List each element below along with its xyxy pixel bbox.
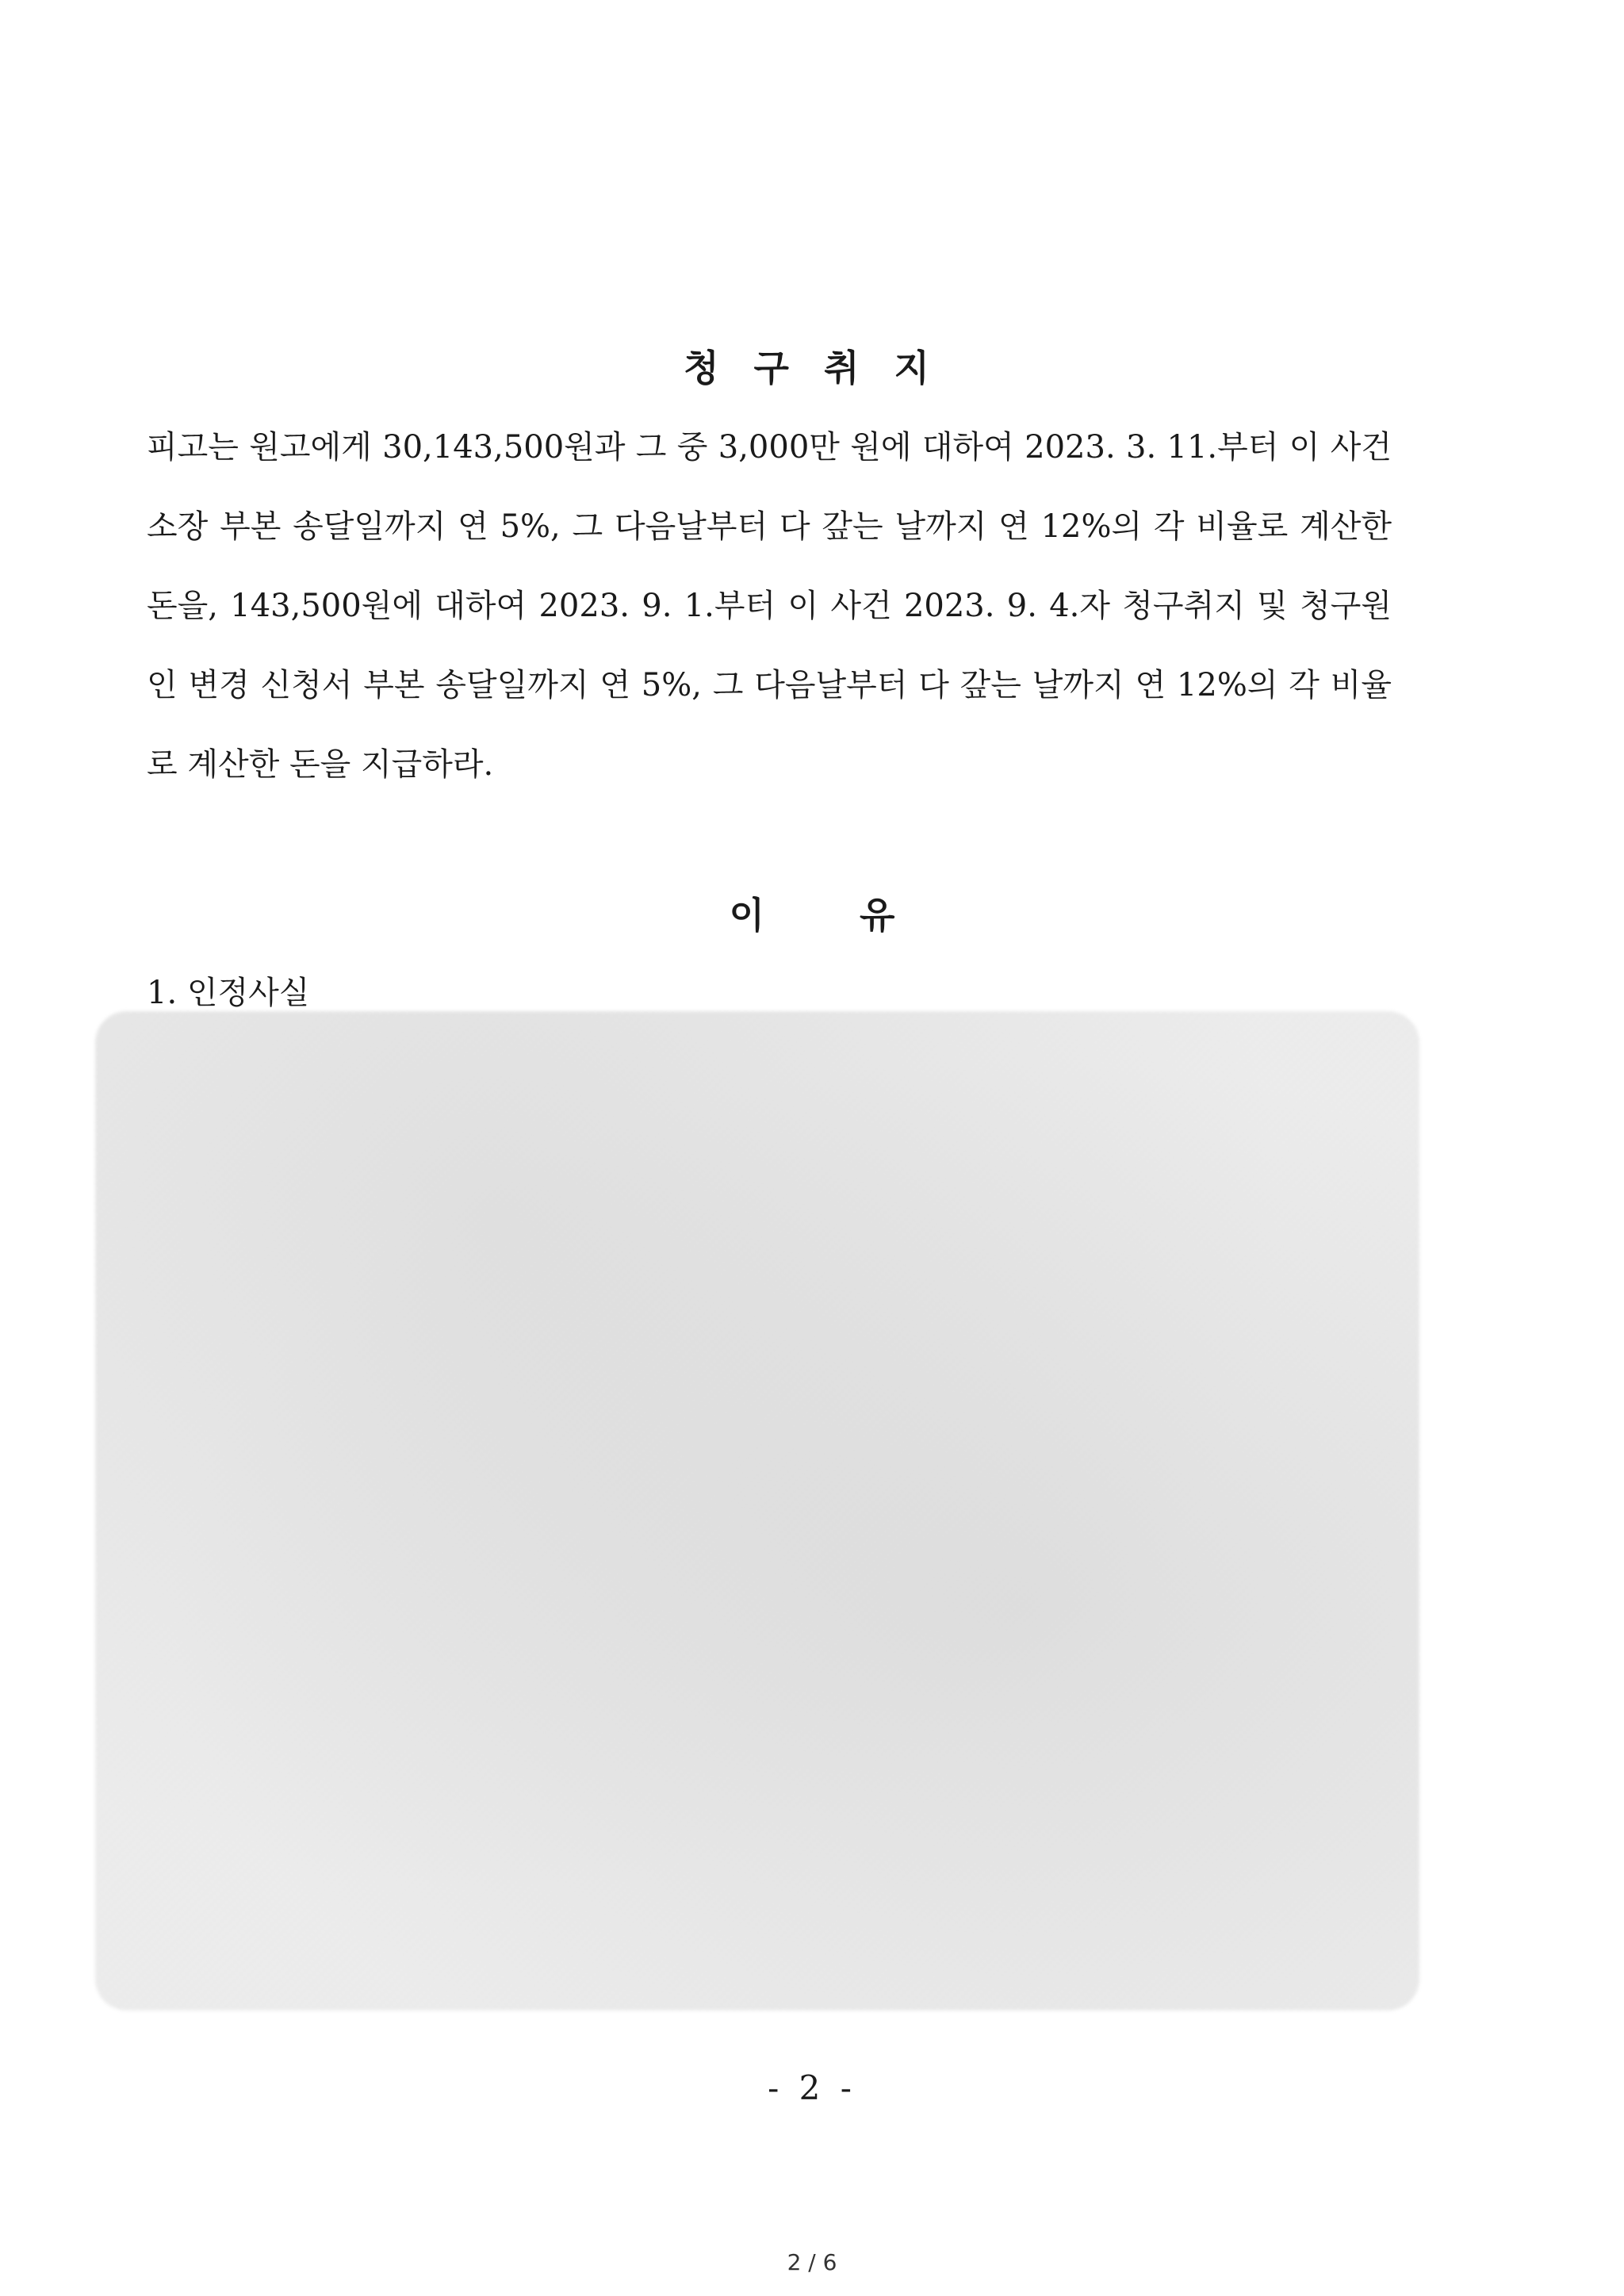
reason-title-left: 이 [729,894,764,937]
claim-body-paragraph: 피고는 원고에게 30,143,500원과 그 중 3,000만 원에 대하여 2023. 3. 11.부터 이 사건 소장 부본 송달일까지 연 5%, 그 다음날부터 다 갚는 날까지 연 12%의 각 비율로 계산한 돈을, 143,500원에 대하여 2023. 9. 1.부터 이 사건 2023. 9. 4.자 청구취지 및 청구원인 변경 신청서 부본 송달일까지 연 5%, 그 다음날부터 다 갚는 날까지 연 12%의 각 비율로 계산한 돈을 지급하라. [147,429,1392,783]
reason-title-right: 유 [860,894,895,937]
redacted-region [95,1011,1419,2010]
page-number: - 2 - [768,2068,856,2107]
claim-title: 청 구 취 지 [684,347,940,389]
reason-title [0,887,1624,939]
section-heading-findings: 1. 인정사실 [147,975,310,1011]
page-indicator: 2 / 6 [787,2249,837,2275]
